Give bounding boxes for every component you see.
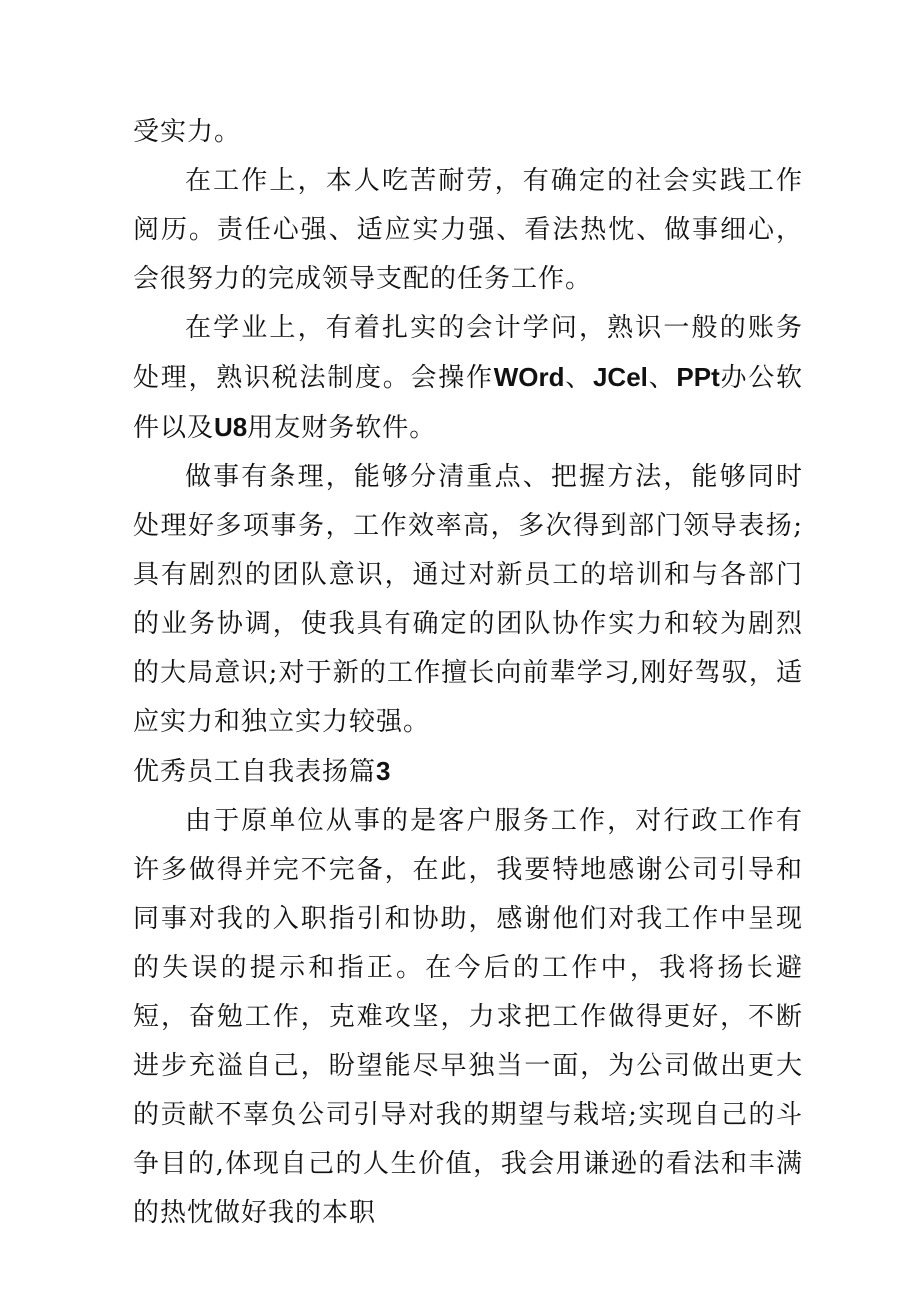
software-u8: U8 [214,412,248,442]
paragraph-work [133,157,803,304]
paragraph-text: 由于原单位从事的是客户服务工作，对行政工作有许多做得并完不完备，在此，我要特地感谢公司引导和同事对我的入职指引和协助，感谢他们对我工作中呈现的失误的提示和指正。在今后的工作中，我将扬长避短，奋勉工作，克难攻坚，力求把工作做得更好，不断进步充溢自己，盼望能尽早独当一面，为公司做出更大的贡献不辜负公司引导对我的期望与栽培;实现自己的斗争目的,体现自己的人生价值，我会用谦逊的看法和丰满的热忱做好我的本职 [133,806,803,1228]
separator: 、 [647,363,677,393]
paragraph-service [133,797,803,1238]
software-word: WOrd [493,362,565,392]
paragraph-text: 在学业上，有着扎实的会计学问，熟识一般的账务处理，熟识税法制度。会操作 [133,313,803,393]
paragraph-study [133,304,803,453]
software-ppt: PPt [676,362,720,392]
heading-text: 优秀员工自我表扬篇 [133,757,377,787]
section-heading [133,747,803,797]
document-body [133,108,803,1238]
separator: 、 [564,363,593,393]
paragraph-text: 受实力。 [133,117,242,147]
paragraph-teamwork [133,453,803,747]
paragraph-text: 做事有条理，能够分清重点、把握方法，能够同时处理好多项事务，工作效率高，多次得到部门领导表扬;具有剧烈的团队意识，通过对新员工的培训和与各部门的业务协调，使我具有确定的团队协作实力和较为剧烈的大局意识;对于新的工作擅长向前辈学习,刚好驾驭，适应实力和独立实力较强。 [133,462,803,737]
heading-number: 3 [376,756,391,786]
paragraph-text: 在工作上，本人吃苦耐劳，有确定的社会实践工作阅历。责任心强、适应实力强、看法热忱、做事细心，会很努力的完成领导支配的任务工作。 [133,166,803,294]
paragraph-continuation [133,108,803,157]
paragraph-text: 办公软件以及 [133,363,803,443]
software-excel: JCel [592,362,648,392]
paragraph-text: 用友财务软件。 [247,413,437,443]
